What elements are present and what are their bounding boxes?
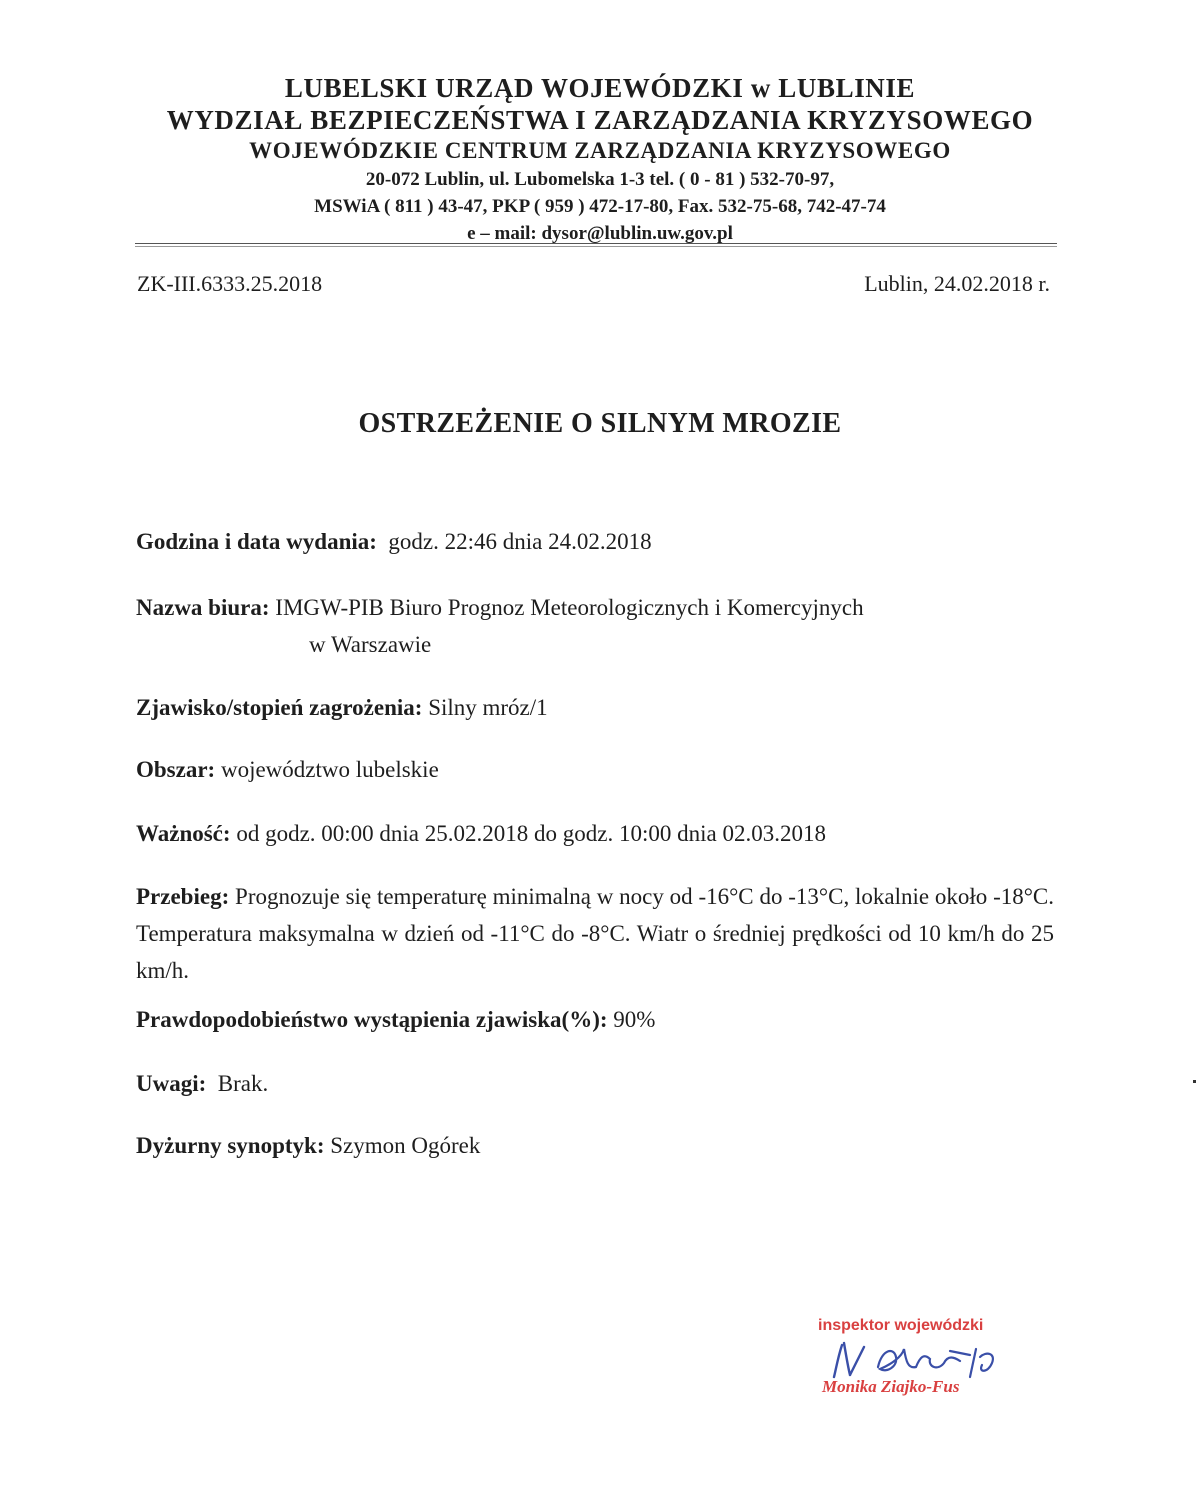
document-title: OSTRZEŻENIE O SILNYM MROZIE bbox=[358, 408, 842, 439]
header-phones: MSWiA ( 811 ) 43-47, PKP ( 959 ) 472-17-80, Fax. 532-75-68, 742-47-74 bbox=[314, 196, 886, 217]
field-value: godz. 22:46 dnia 24.02.2018 bbox=[388, 529, 652, 554]
field-phenomenon bbox=[136, 689, 548, 726]
header-address: 20-072 Lublin, ul. Lubomelska 1-3 tel. ( 0 - 81 ) 532-70-97, bbox=[365, 169, 835, 190]
place-date: Lublin, 24.02.2018 r. bbox=[864, 271, 1050, 296]
field-value: województwo lubelskie bbox=[220, 757, 439, 782]
field-label: Godzina i data wydania: bbox=[136, 529, 377, 554]
header-department: WYDZIAŁ BEZPIECZEŃSTWA I ZARZĄDZANIA KRYZYSOWEGO bbox=[166, 105, 1034, 135]
field-issue-time bbox=[136, 523, 652, 560]
header-divider bbox=[135, 243, 1057, 244]
reference-number: ZK-III.6333.25.2018 bbox=[137, 271, 323, 296]
field-label: Uwagi: bbox=[136, 1071, 207, 1096]
scan-speck bbox=[1193, 1080, 1196, 1083]
field-area bbox=[136, 751, 439, 788]
field-forecaster bbox=[136, 1127, 480, 1164]
official-stamp bbox=[812, 1315, 1052, 1415]
field-value: od godz. 00:00 dnia 25.02.2018 do godz. 10:00 dnia 02.03.2018 bbox=[236, 821, 826, 846]
header-office: LUBELSKI URZĄD WOJEWÓDZKI w LUBLINIE bbox=[284, 73, 916, 103]
header-email: e – mail: dysor@lublin.uw.gov.pl bbox=[467, 223, 733, 244]
field-label: Przebieg: bbox=[136, 884, 230, 909]
field-validity bbox=[136, 815, 826, 852]
letterhead bbox=[0, 72, 1200, 247]
field-label: Prawdopodobieństwo wystąpienia zjawiska(%): bbox=[136, 1007, 608, 1032]
field-office-name bbox=[136, 589, 1056, 663]
field-remarks bbox=[136, 1065, 268, 1102]
field-value: 90% bbox=[613, 1007, 656, 1032]
field-value: Szymon Ogórek bbox=[330, 1133, 481, 1158]
field-label: Obszar: bbox=[136, 757, 216, 782]
field-label: Nazwa biura: bbox=[136, 595, 270, 620]
field-label: Ważność: bbox=[136, 821, 231, 846]
field-value: Brak. bbox=[217, 1071, 269, 1096]
field-value: Silny mróz/1 bbox=[428, 695, 548, 720]
field-probability bbox=[136, 1001, 655, 1038]
header-divider-secondary bbox=[135, 246, 1057, 247]
field-value: Prognozuje się temperaturę minimalną w nocy od -16°C do -13°C, lokalnie około -18°C. Temperatura maksymalna w dzień od -11°C do -8°C. Wiatr o średniej prędkości od 10 km/h do 25 km/h. bbox=[136, 884, 1055, 983]
header-center: WOJEWÓDZKIE CENTRUM ZARZĄDZANIA KRYZYSOWEGO bbox=[249, 138, 951, 163]
stamp-name: Monika Ziajko-Fus bbox=[822, 1377, 960, 1396]
stamp-title: inspektor wojewódzki bbox=[818, 1317, 984, 1334]
field-value: IMGW-PIB Biuro Prognoz Meteorologicznych i Komercyjnych bbox=[275, 595, 864, 620]
field-label: Zjawisko/stopień zagrożenia: bbox=[136, 695, 423, 720]
field-value-continued: w Warszawie bbox=[309, 632, 432, 657]
field-course bbox=[136, 878, 1054, 989]
field-label: Dyżurny synoptyk: bbox=[136, 1133, 325, 1158]
